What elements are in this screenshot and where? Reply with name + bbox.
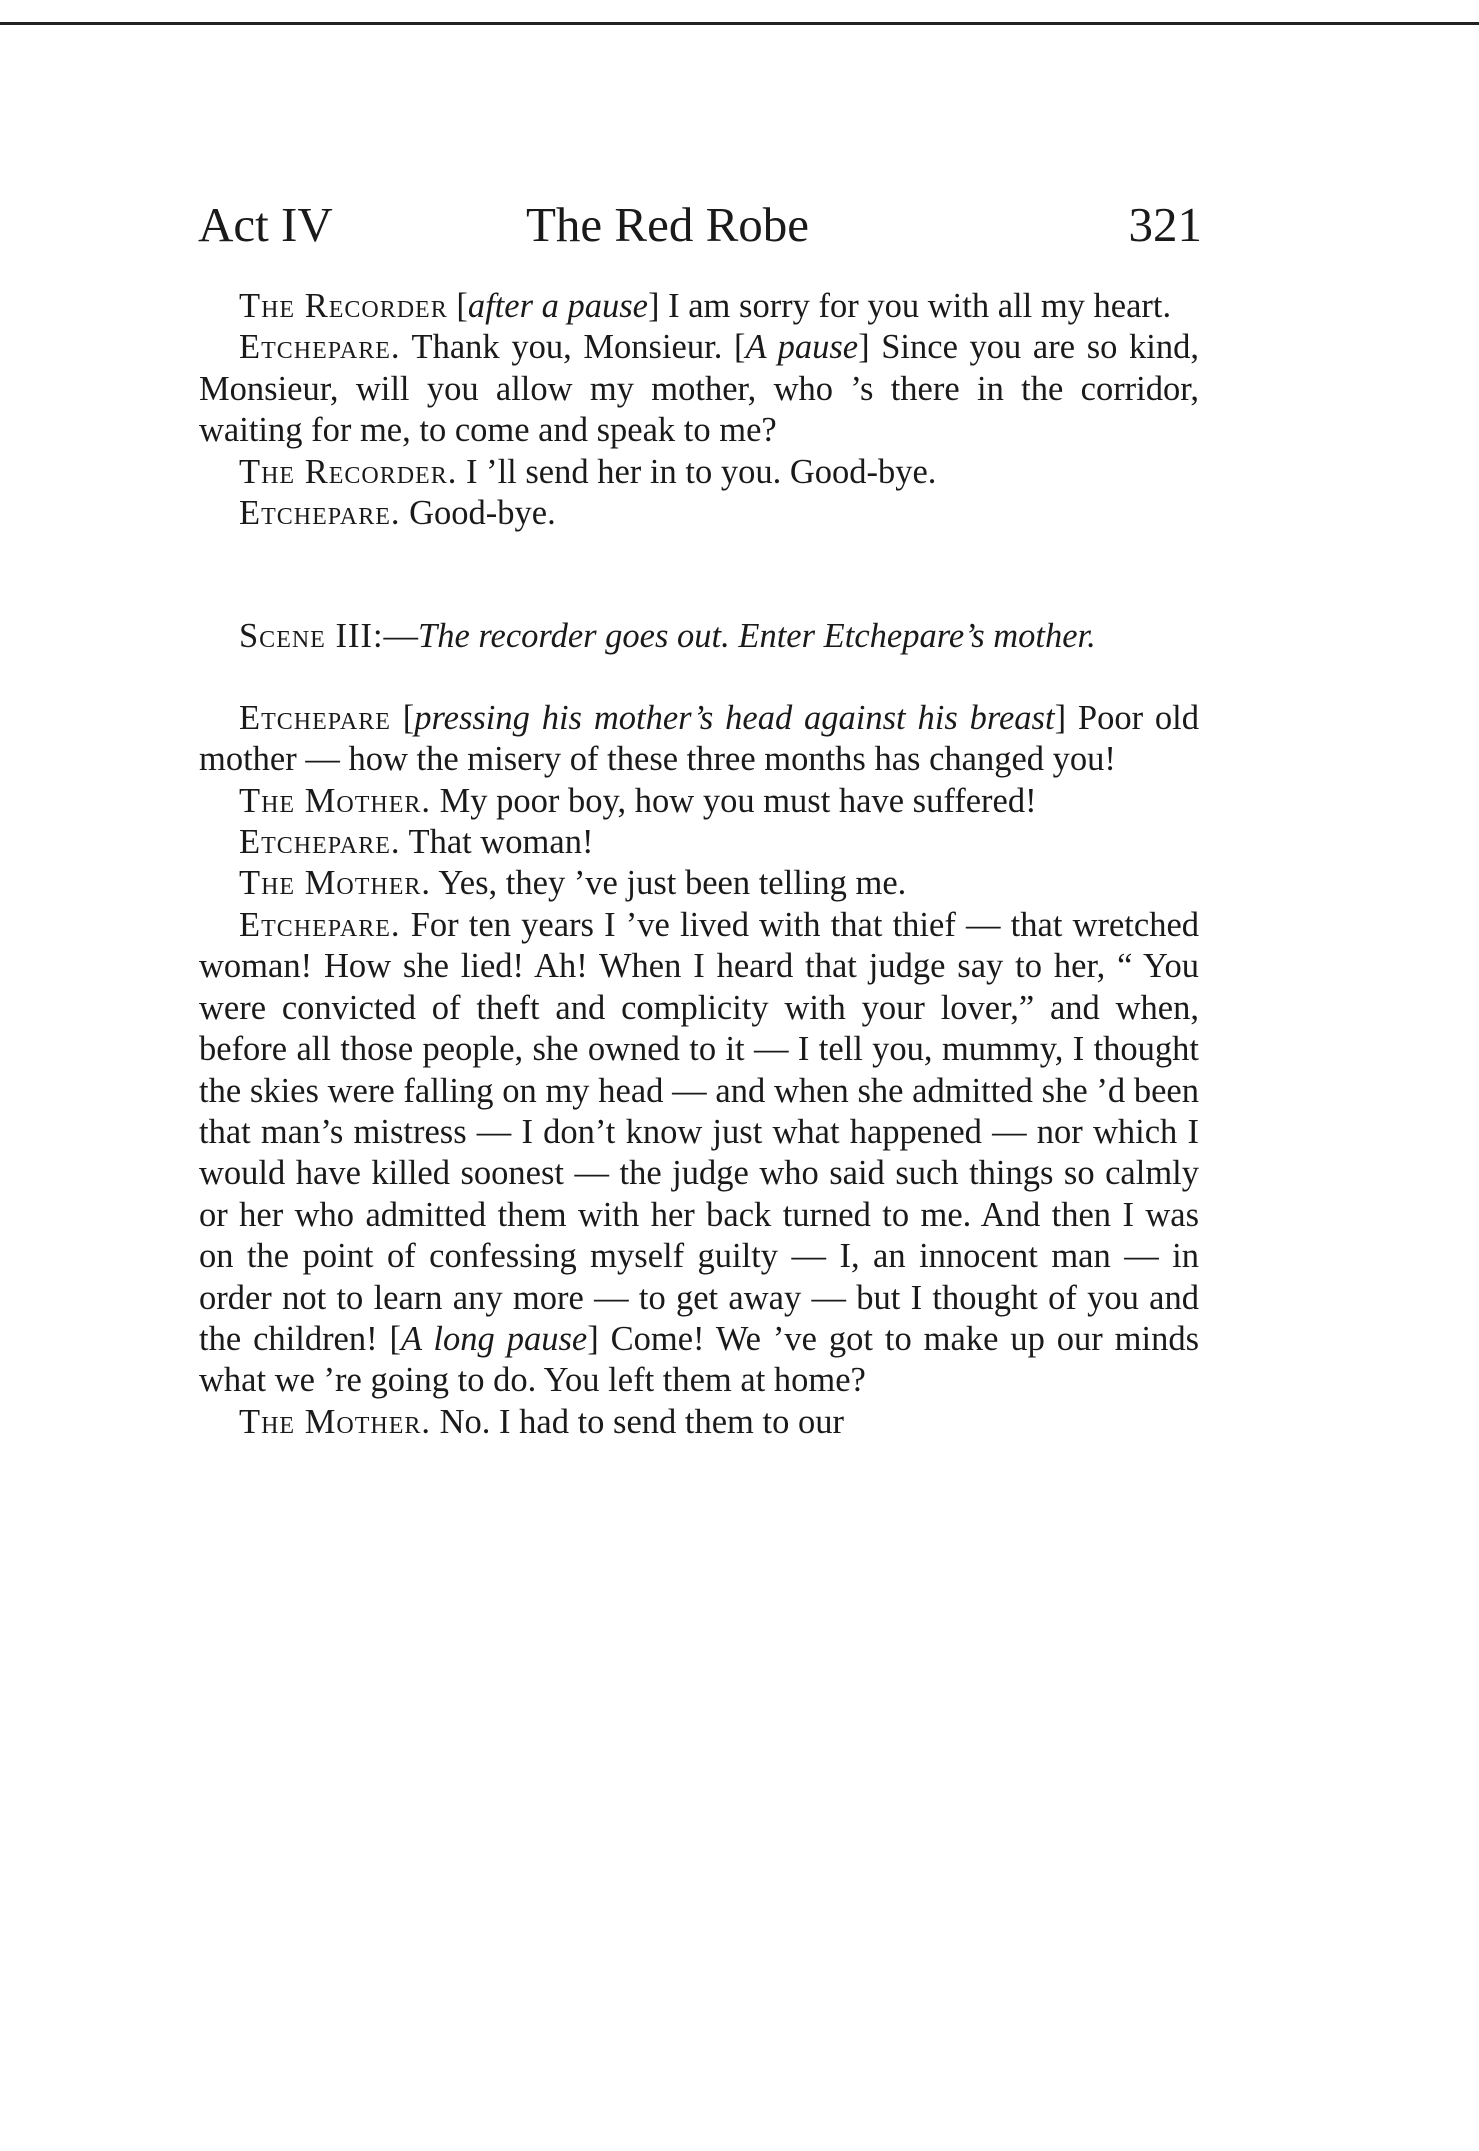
dialogue-paragraph [199,781,1199,822]
scene-heading [199,616,1199,657]
stage-direction: [A long pause] [389,1319,599,1358]
speaker-name: The Mother. [239,781,431,820]
dialogue-paragraph [199,698,1199,781]
dialogue-text: My poor boy, how you must have suffered! [439,781,1037,820]
stage-direction: [A pause] [733,328,870,367]
dialogue-text: That woman! [408,823,594,862]
page-number: 321 [1128,197,1202,252]
dialogue-text: Good-bye. [409,494,556,533]
stage-direction: The recorder goes out. Enter Etchepare’s mother. [418,617,1096,656]
speaker-name: Etchepare. [239,328,401,367]
speaker-name: The Mother. [239,1402,431,1441]
speaker-name: The Mother. [239,864,431,903]
dialogue-text: Thank you, Monsieur. [411,328,723,367]
dialogue-text: No. I had to send them to our [439,1402,844,1441]
play-text [199,286,1199,1443]
dialogue-text: Poor old mother — how the misery of these three months has changed you! [199,698,1200,779]
dialogue-text: Yes, they ’ve just been telling me. [438,864,907,903]
scene-label: Scene III: [239,617,384,656]
stage-direction: [pressing his mother’s head against his breast] [402,698,1067,737]
stage-direction: [after a pause] [456,287,660,325]
dialogue-paragraph [199,863,1199,904]
dialogue-paragraph [199,327,1199,451]
running-header [198,196,1202,266]
dialogue-paragraph [199,905,1199,1402]
speaker-name: Etchepare [239,698,391,737]
speaker-name: The Recorder. [239,452,458,491]
dialogue-text: For ten years I ’ve lived with that thief — that wretched woman! How she lied! Ah! When I heard that judge say to her, “ You were convicted of theft and complicity with your lover,” and when, before all those people, she owned to it — I tell you, mummy, I thought the skies were falling on my head — and when she admitted she ’d been that man’s mistress — I don’t know just what happened — nor which I would have killed soonest — the judge who said such things so calmly or her who admitted them with her back turned to me. And then I was on the point of confessing myself guilty — I, an innocent man — in order not to learn any more — to get away — but I thought of you and the children! [199,905,1200,1358]
dialogue-text: I am sorry for you with all my heart. [668,287,1172,325]
dialogue-text: Since you are so kind, Monsieur, will you allow my mother, who ’s there in the corridor, waiting for me, to come and speak to me? [199,328,1199,450]
act-label: Act IV [198,197,333,252]
book-title: The Red Robe [526,197,810,252]
dialogue-paragraph [199,452,1199,493]
dialogue-paragraph [199,822,1199,863]
dialogue-paragraph [199,493,1199,534]
dialogue-paragraph [199,1402,1199,1443]
scene-dash: — [383,617,419,656]
speaker-name: Etchepare. [239,494,401,533]
top-border-rule [0,22,1479,25]
dialogue-text: Come! We ’ve got to make up our minds what we ’re going to do. You left them at home? [199,1319,1200,1400]
dialogue-text: I ’ll send her in to you. Good-bye. [465,452,937,491]
speaker-name: The Recorder [239,287,448,325]
dialogue-paragraph [199,286,1199,327]
speaker-name: Etchepare. [239,823,401,862]
speaker-name: Etchepare. [239,905,401,944]
